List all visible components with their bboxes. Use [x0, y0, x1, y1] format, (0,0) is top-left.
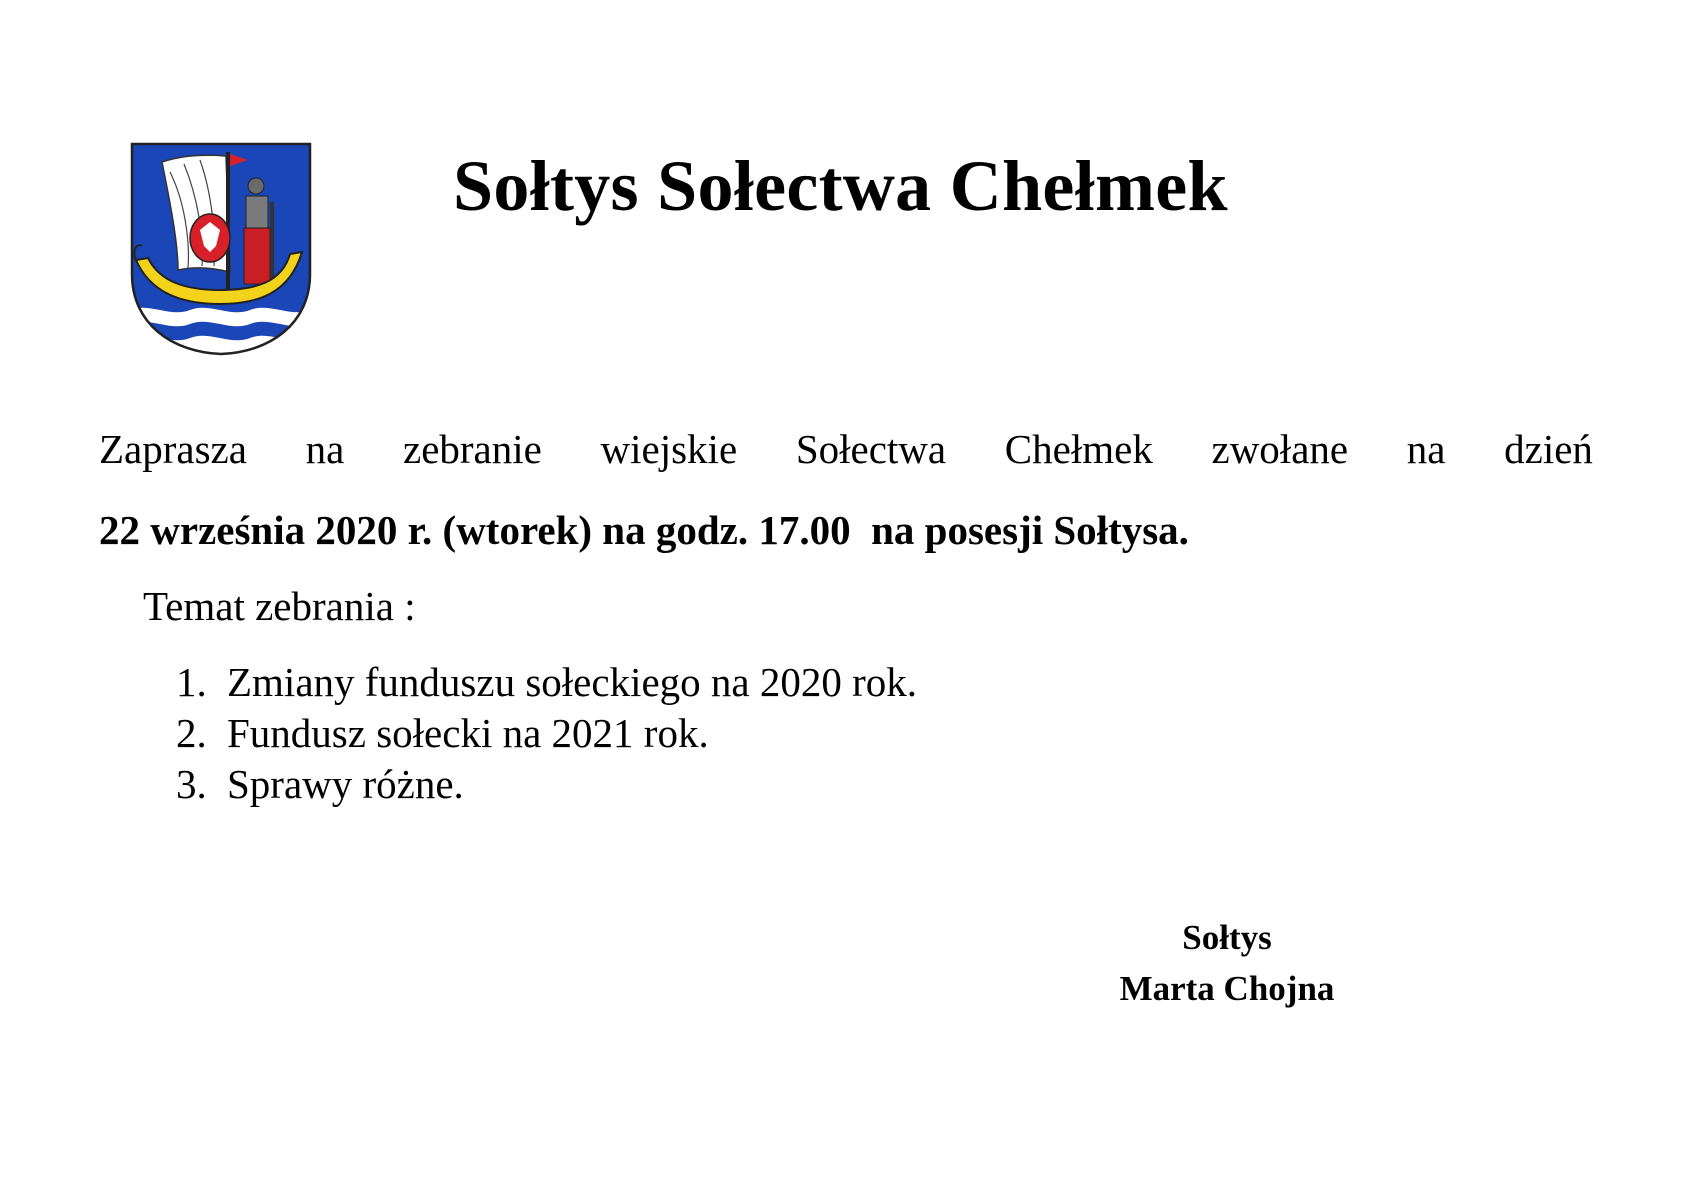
agenda-item-number: 3. [176, 761, 207, 807]
agenda-heading: Temat zebrania : [143, 583, 416, 629]
agenda-item [176, 657, 917, 708]
agenda-list [176, 657, 917, 810]
agenda-item [176, 708, 917, 759]
agenda-item-number: 1. [176, 659, 207, 705]
invitation-word: Sołectwa [795, 426, 947, 472]
invitation-word: wiejskie [600, 426, 738, 472]
agenda-item-text: Sprawy różne. [227, 761, 464, 807]
invitation-word: na [305, 426, 345, 472]
invitation-word: zebranie [403, 426, 542, 472]
agenda-item-text: Fundusz sołecki na 2021 rok. [227, 710, 709, 756]
signature-role: Sołtys [1182, 918, 1272, 957]
signature-block [1086, 912, 1368, 1014]
page-title: Sołtys Sołectwa Chełmek [453, 146, 1228, 226]
invitation-word: Zaprasza [99, 426, 247, 472]
invitation-line [99, 424, 1593, 474]
invitation-word: Chełmek [1004, 426, 1153, 472]
invitation-word: dzień [1504, 426, 1593, 472]
agenda-item-number: 2. [176, 710, 207, 756]
invitation-word: zwołane [1211, 426, 1349, 472]
invitation-word: na [1406, 426, 1446, 472]
agenda-item-text: Zmiany funduszu sołeckiego na 2020 rok. [227, 659, 918, 705]
signature-name: Marta Chojna [1119, 969, 1335, 1008]
meeting-date-line: 22 września 2020 r. (wtorek) na godz. 17.00 na posesji Sołtysa. [99, 507, 1189, 553]
coat-of-arms-icon [130, 142, 312, 356]
agenda-item [176, 759, 917, 810]
